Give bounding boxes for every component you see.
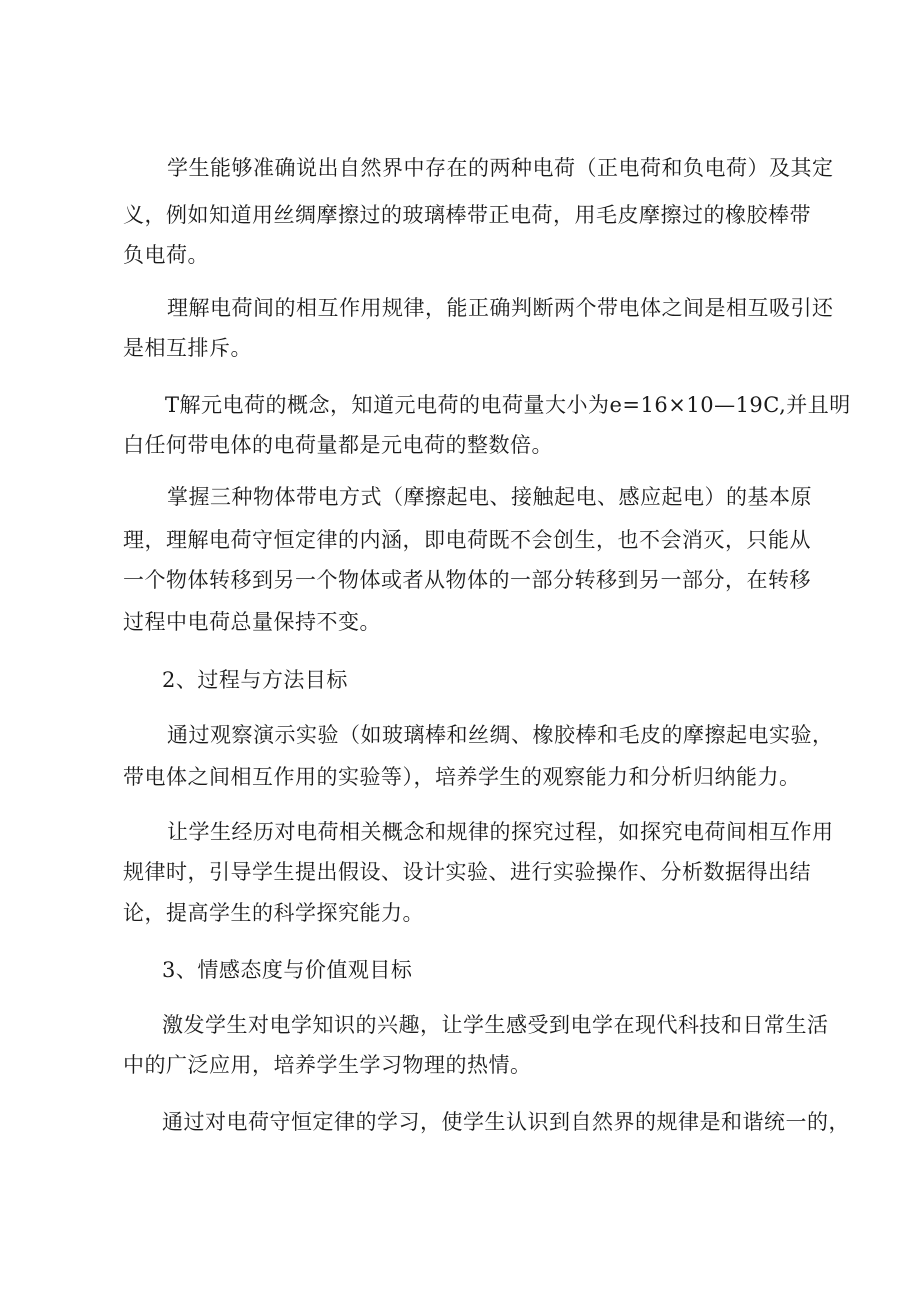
paragraph-line: 理，理解电荷守恒定律的内涵，即电荷既不会创生，也不会消灭，只能从 xyxy=(123,528,811,552)
paragraph-line: 白任何带电体的电荷量都是元电荷的整数倍。 xyxy=(123,433,553,457)
paragraph-line: 带电体之间相互作用的实验等），培养学生的观察能力和分析归纳能力。 xyxy=(123,765,801,789)
paragraph-line: 中的广泛应用，培养学生学习物理的热情。 xyxy=(123,1053,532,1077)
paragraph-line: 激发学生对电学知识的兴趣，让学生感受到电学在现代科技和日常生活 xyxy=(162,1013,829,1037)
paragraph-line: T解元电荷的概念，知道元电荷的电荷量大小为e=16×10—19C,并且明 xyxy=(165,393,851,417)
paragraph-line: 让学生经历对电荷相关概念和规律的探究过程，如探究电荷间相互作用 xyxy=(167,820,834,844)
paragraph-line: 过程中电荷总量保持不变。 xyxy=(123,610,381,634)
section-heading: 2、过程与方法目标 xyxy=(162,668,348,692)
paragraph-line: 掌握三种物体带电方式（摩擦起电、接触起电、感应起电）的基本原 xyxy=(167,485,812,509)
paragraph-line: 义，例如知道用丝绸摩擦过的玻璃棒带正电荷，用毛皮摩擦过的橡胶棒带 xyxy=(123,203,811,227)
paragraph-line: 论，提高学生的科学探究能力。 xyxy=(123,901,424,925)
paragraph-line: 是相互排斥。 xyxy=(123,336,252,360)
paragraph-line: 通过观察演示实验（如玻璃棒和丝绸、橡胶棒和毛皮的摩擦起电实验， xyxy=(167,723,834,747)
section-heading: 3、情感态度与价值观目标 xyxy=(162,958,413,982)
paragraph-line: 一个物体转移到另一个物体或者从物体的一部分转移到另一部分，在转移 xyxy=(123,568,811,592)
paragraph-line: 负电荷。 xyxy=(123,243,209,267)
paragraph-line: 学生能够准确说出自然界中存在的两种电荷（正电荷和负电荷）及其定 xyxy=(167,156,834,180)
paragraph-line: 规律时，引导学生提出假设、设计实验、进行实验操作、分析数据得出结 xyxy=(123,860,811,884)
paragraph-line: 通过对电荷守恒定律的学习，使学生认识到自然界的规律是和谐统一的， xyxy=(162,1110,850,1134)
paragraph-line: 理解电荷间的相互作用规律，能正确判断两个带电体之间是相互吸引还 xyxy=(167,296,834,320)
